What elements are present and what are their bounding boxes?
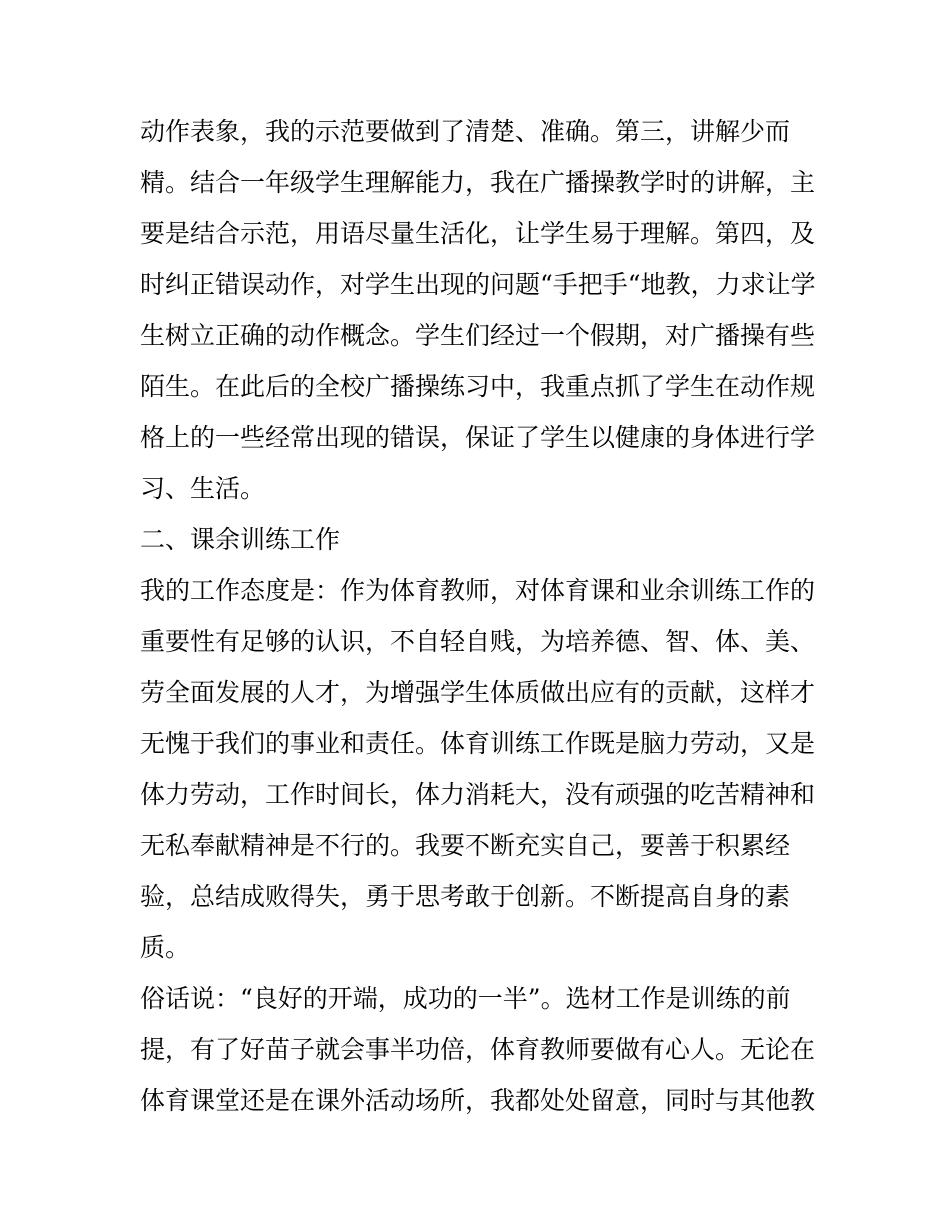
text-line: 重要性有足够的认识，不自轻自贱，为培养德、智、体、美、	[140, 627, 816, 656]
text-line: 我的工作态度是：作为体育教师，对体育课和业余训练工作的	[140, 576, 816, 605]
section-heading: 二、课余训练工作	[140, 525, 341, 554]
text-line: 精。结合一年级学生理解能力，我在广播操教学时的讲解，主	[140, 168, 816, 197]
text-line: 体力劳动，工作时间长，体力消耗大，没有顽强的吃苦精神和	[140, 780, 816, 809]
body-text	[140, 106, 820, 1126]
text-line: 时纠正错误动作，对学生出现的问题“手把手“地教，力求让学	[140, 270, 816, 299]
text-line: 体育课堂还是在课外活动场所，我都处处留意，同时与其他教	[140, 1086, 816, 1115]
text-line: 生树立正确的动作概念。学生们经过一个假期，对广播操有些	[140, 321, 816, 350]
text-line: 质。	[140, 933, 191, 962]
text-line: 无愧于我们的事业和责任。体育训练工作既是脑力劳动，又是	[140, 729, 816, 758]
text-line: 习、生活。	[140, 474, 266, 503]
text-line: 劳全面发展的人才，为增强学生体质做出应有的贡献，这样才	[140, 678, 816, 707]
text-line: 格上的一些经常出现的错误，保证了学生以健康的身体进行学	[140, 423, 816, 452]
text-line: 陌生。在此后的全校广播操练习中，我重点抓了学生在动作规	[140, 372, 816, 401]
text-line: 验，总结成败得失，勇于思考敢于创新。不断提高自身的素	[140, 882, 791, 911]
text-line: 要是结合示范，用语尽量生活化，让学生易于理解。第四，及	[140, 219, 816, 248]
text-line: 俗话说：“良好的开端，成功的一半”。选材工作是训练的前	[140, 984, 791, 1013]
text-line: 提，有了好苗子就会事半功倍，体育教师要做有心人。无论在	[140, 1035, 816, 1064]
text-line: 动作表象，我的示范要做到了清楚、准确。第三，讲解少而	[140, 117, 791, 146]
text-line: 无私奉献精神是不行的。我要不断充实自己，要善于积累经	[140, 831, 791, 860]
